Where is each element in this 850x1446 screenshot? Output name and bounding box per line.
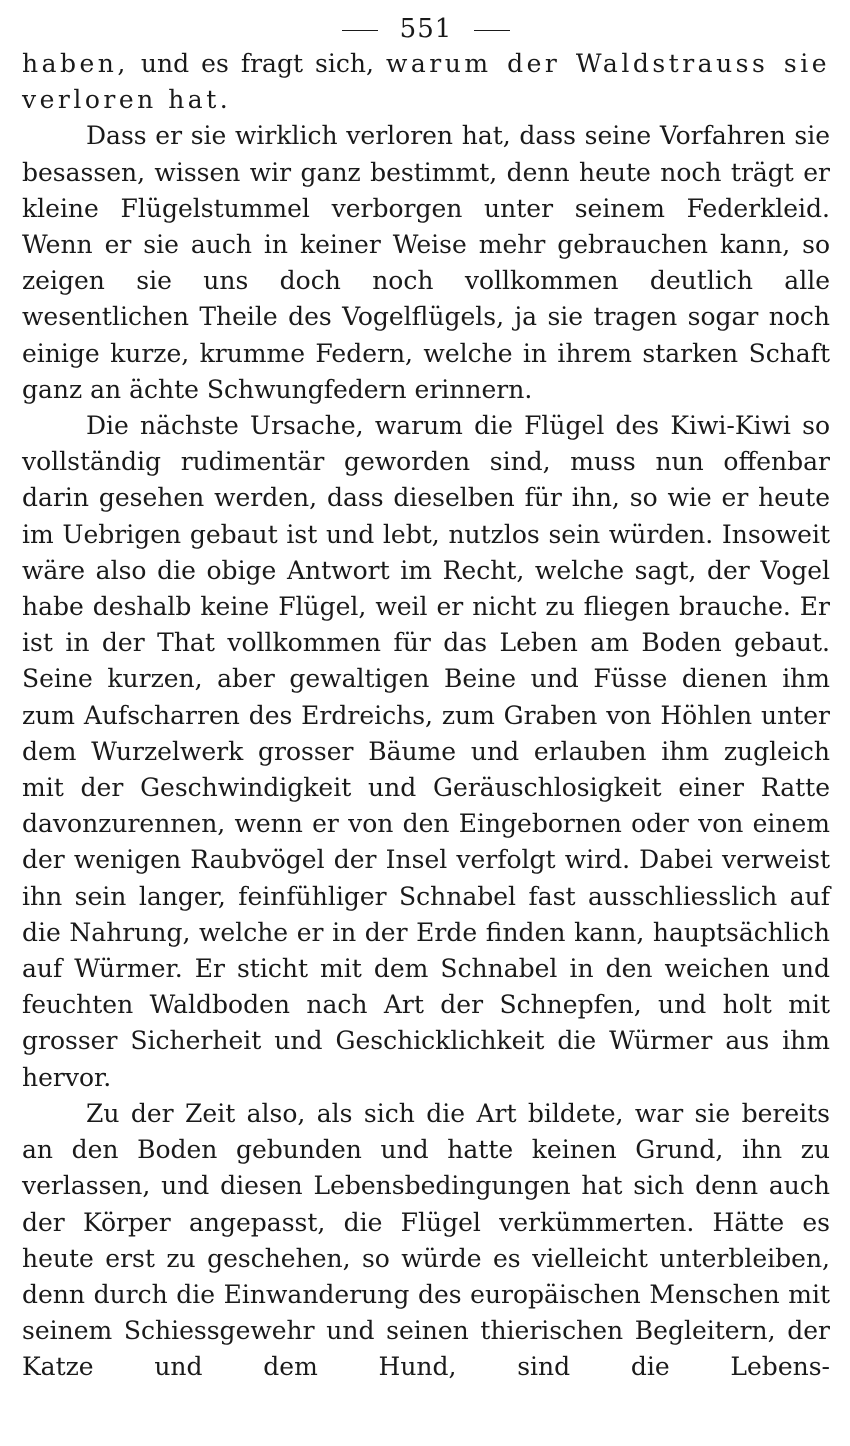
paragraph-4: Zu der Zeit also, als sich die Art bildete, war sie bereits an den Boden gebunden und hatte keinen Grund, ihn zu verlassen, und diesen Lebensbedingungen hat sich denn auch der Körper angepasst, die Flügel verkümmerten. Hätte es heute erst zu geschehen, so würde es vielleicht unterbleiben, denn durch die Einwanderung des europäischen Menschen mit seinem Schiessgewehr und seinen thierischen Begleitern, der Katze und dem Hund, sind die Lebens-: [22, 1098, 830, 1382]
page-header: [22, 12, 830, 46]
spaced-emphasis: haben,: [22, 49, 129, 78]
book-page: [22, 12, 830, 1386]
page-number: 551: [399, 14, 453, 44]
body-text: [22, 46, 830, 1386]
header-dash-left: [342, 30, 378, 31]
spaced-emphasis: warum der Waldstrauss sie verloren hat.: [22, 49, 830, 115]
header-dash-right: [474, 30, 510, 31]
paragraph-2: Dass er sie wirklich verloren hat, dass seine Vorfahren sie besassen, wissen wir ganz bestimmt, denn heute noch trägt er kleine Flügelstummel verborgen unter seinem Federkleid. Wenn er sie auch in keiner Weise mehr gebrauchen kann, so zeigen sie uns doch noch vollkommen deutlich alle wesentlichen Theile des Vogelflügels, ja sie tragen sogar noch einige kurze, krumme Federn, welche in ihrem starken Schaft ganz an ächte Schwungfedern erinnern.: [22, 121, 830, 404]
paragraph-1: [22, 46, 830, 118]
paragraph-3: Die nächste Ursache, warum die Flügel des Kiwi-Kiwi so vollständig rudimentär geworden sind, muss nun offenbar darin gesehen werden, dass dieselben für ihn, so wie er heute im Uebrigen gebaut ist und lebt, nutzlos sein würden. Insoweit wäre also die obige Antwort im Recht, welche sagt, der Vogel habe deshalb keine Flügel, weil er nicht zu fliegen brauche. Er ist in der That vollkommen für das Leben am Boden gebaut. Seine kurzen, aber gewaltigen Beine und Füsse dienen ihm zum Aufscharren des Erdreichs, zum Graben von Höhlen unter dem Wurzelwerk grosser Bäume und erlauben ihm zugleich mit der Geschwindigkeit und Geräuschlosigkeit einer Ratte davonzurennen, wenn er von den Eingebornen oder von einem der wenigen Raubvögel der Insel verfolgt wird. Dabei verweist ihn sein langer, feinfühliger Schnabel fast ausschliesslich auf die Nahrung, welche er in der Erde finden kann, hauptsächlich auf Würmer. Er sticht mit dem Schnabel in den weichen und feuchten Waldboden nach Art der Schnepfen, und holt mit grosser Sicherheit und Geschicklichkeit die Würmer aus ihm hervor.: [22, 411, 830, 1092]
paragraph-text: und es fragt sich,: [140, 49, 374, 78]
